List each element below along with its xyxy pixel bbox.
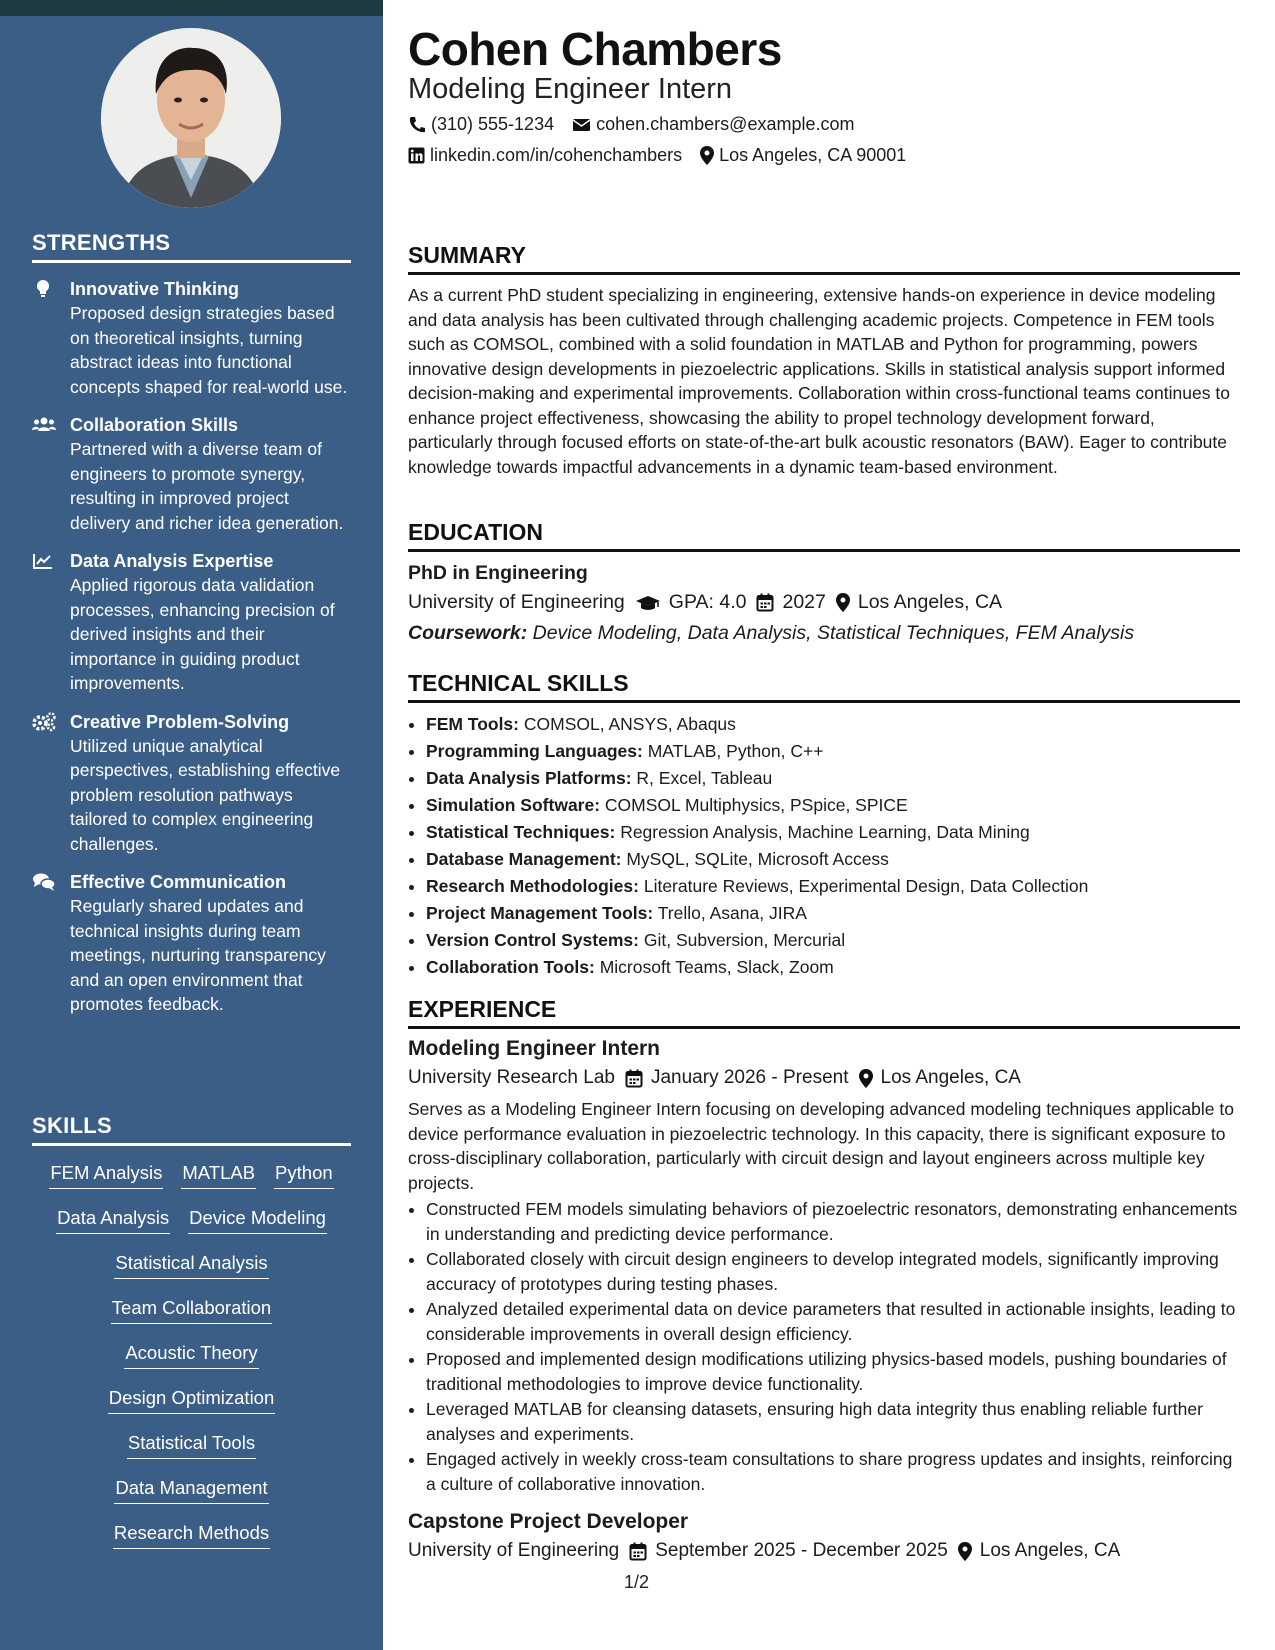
list-item: • Research Methodologies: Literature Reviews, Experimental Design, Data Collection <box>426 873 1240 900</box>
skill-chips <box>32 1160 351 1565</box>
job-dates: September 2025 - December 2025 <box>655 1540 948 1561</box>
email-text[interactable]: cohen.chambers@example.com <box>596 114 855 134</box>
list-item: • Database Management: MySQL, SQLite, Microsoft Access <box>426 846 1240 873</box>
school: University of Engineering <box>408 591 625 613</box>
strength-item <box>32 413 351 535</box>
gpa: GPA: 4.0 <box>668 591 747 613</box>
lightbulb-icon <box>32 279 56 299</box>
list-item: • Analyzed detailed experimental data on device parameters that resulted in actionable insights, leading to considerable improvements in overall design efficiency. <box>426 1297 1240 1346</box>
linkedin-text[interactable]: linkedin.com/in/cohenchambers <box>430 145 683 165</box>
skill-chip: MATLAB <box>181 1160 256 1189</box>
list-item: • Project Management Tools: Trello, Asana, JIRA <box>426 900 1240 927</box>
strengths-title: STRENGTHS <box>32 230 351 263</box>
summary-title: SUMMARY <box>408 242 1240 275</box>
education-location: Los Angeles, CA <box>857 591 1003 613</box>
coursework-label: Coursework: <box>408 622 528 644</box>
degree: PhD in Engineering <box>408 562 588 584</box>
technical-skills-title: TECHNICAL SKILLS <box>408 670 1240 703</box>
skills-title: SKILLS <box>32 1113 351 1146</box>
strengths-section <box>32 230 351 1031</box>
coursework <box>408 622 1240 645</box>
graduation-cap-icon <box>635 594 661 612</box>
sidebar-top-bar <box>0 0 383 16</box>
phone-text: (310) 555-1234 <box>431 114 555 134</box>
list-item: • Programming Languages: MATLAB, Python, C++ <box>426 738 1240 765</box>
job-bullets <box>408 1197 1240 1496</box>
map-pin-icon <box>836 593 850 612</box>
education-meta <box>408 591 1240 614</box>
strength-item <box>32 870 351 1017</box>
strength-desc: Utilized unique analytical perspectives, establishing effective problem resolution pathways tailored to complex engineering challenges. <box>70 735 341 854</box>
skill-chip: FEM Analysis <box>49 1160 163 1189</box>
envelope-icon <box>572 117 591 133</box>
job-role: Modeling Engineer Intern <box>408 1037 661 1060</box>
list-item: • Proposed and implemented design modifications utilizing physics-based models, pushing boundaries of traditional methodologies to improve device functionality. <box>426 1347 1240 1396</box>
skill-chip: Device Modeling <box>188 1205 327 1234</box>
map-pin-icon <box>958 1542 972 1561</box>
sidebar <box>0 16 383 1650</box>
location-contact <box>700 145 906 166</box>
summary-section <box>408 242 1240 479</box>
map-pin-icon <box>859 1069 873 1088</box>
skill-chip: Statistical Tools <box>127 1430 256 1459</box>
linkedin-icon <box>408 147 425 164</box>
list-item: • Leveraged MATLAB for cleansing datasets, ensuring high data integrity thus enabling reliable further analyses and experiments. <box>426 1397 1240 1446</box>
list-item: • Constructed FEM models simulating behaviors of piezoelectric resonators, demonstrating enhancements in understanding and predicting device performance. <box>426 1197 1240 1246</box>
job-org: University Research Lab <box>408 1067 615 1088</box>
list-item: • Version Control Systems: Git, Subversion, Mercurial <box>426 927 1240 954</box>
profile-photo <box>101 28 281 208</box>
strength-title: Data Analysis Expertise <box>70 551 274 571</box>
candidate-title: Modeling Engineer Intern <box>408 73 733 105</box>
strength-title: Creative Problem-Solving <box>70 711 290 732</box>
skill-chip: Data Management <box>114 1475 268 1504</box>
skill-chip: Data Analysis <box>56 1205 170 1234</box>
job-dates: January 2026 - Present <box>650 1067 849 1088</box>
experience-section <box>408 996 1240 1562</box>
strength-item <box>32 549 351 696</box>
technical-skills-list <box>408 711 1240 981</box>
list-item: • Collaboration Tools: Microsoft Teams, Slack, Zoom <box>426 954 1240 981</box>
list-item: • FEM Tools: COMSOL, ANSYS, Abaqus <box>426 711 1240 738</box>
skill-chip: Acoustic Theory <box>124 1340 258 1369</box>
coursework-list: Device Modeling, Data Analysis, Statistical Techniques, FEM Analysis <box>532 622 1135 644</box>
contact-row-1 <box>408 114 854 135</box>
job-location: Los Angeles, CA <box>880 1067 1021 1088</box>
page-number: 1/2 <box>624 1572 650 1592</box>
map-pin-icon <box>700 146 714 165</box>
job-org: University of Engineering <box>408 1540 620 1561</box>
list-item: • Engaged actively in weekly cross-team consultations to share progress updates and insights, reinforcing a culture of collaborative innovation. <box>426 1447 1240 1496</box>
skill-chip: Research Methods <box>113 1520 270 1549</box>
calendar-icon <box>625 1069 643 1088</box>
strength-desc: Regularly shared updates and technical insights during team meetings, nurturing transparency and an open environment that promotes feedback. <box>70 896 326 1014</box>
job-role: Capstone Project Developer <box>408 1510 689 1533</box>
email-contact[interactable] <box>572 114 854 135</box>
summary-text: As a current PhD student specializing in engineering, extensive hands-on experience in device modeling and data analysis has been cultivated through challenging academic projects. Competence in FEM tools such as COMSOL, combined with a solid foundation in MATLAB and Python for programming, powers innovative design developments in piezoelectric applications. Skills in statistical analysis support informed decision-making and experimental improvements. Collaboration within cross-functional teams continues to enhance project effectiveness, showcasing the ability to propel technology development forward, particularly through focused efforts on state-of-the-art bulk acoustic resonators (BAW). Eager to contribute knowledge towards impactful advancements in a dynamic team-based environment. <box>408 285 1230 477</box>
education-title: EDUCATION <box>408 519 1240 552</box>
skill-chip: Design Optimization <box>108 1385 276 1414</box>
strength-item <box>32 710 351 857</box>
comments-icon <box>32 872 56 892</box>
gears-icon <box>32 712 56 732</box>
calendar-icon <box>629 1542 647 1561</box>
strength-desc: Proposed design strategies based on theoretical insights, turning abstract ideas into functional concepts shaped for real-world use. <box>70 303 348 397</box>
phone-icon <box>408 116 426 134</box>
candidate-name: Cohen Chambers <box>408 23 782 75</box>
technical-skills-section <box>408 670 1240 981</box>
grad-year: 2027 <box>782 591 826 613</box>
job-description: Serves as a Modeling Engineer Intern focusing on developing advanced modeling techniques applicable to device performance evaluation in piezoelectric technology. In this capacity, there is significant exposure to cross-disciplinary collaboration, particularly with circuit design and layout engineers across multiple key projects. <box>408 1099 1234 1193</box>
job-meta <box>408 1540 1240 1562</box>
experience-title: EXPERIENCE <box>408 996 1240 1029</box>
job-entry <box>408 1510 1240 1562</box>
skill-chip: Python <box>274 1160 334 1189</box>
phone-contact <box>408 114 554 135</box>
list-item: • Simulation Software: COMSOL Multiphysics, PSpice, SPICE <box>426 792 1240 819</box>
list-item: • Data Analysis Platforms: R, Excel, Tableau <box>426 765 1240 792</box>
skill-chip: Team Collaboration <box>111 1295 272 1324</box>
calendar-icon <box>756 593 774 612</box>
strength-desc: Partnered with a diverse team of engineers to promote synergy, resulting in improved project delivery and richer idea generation. <box>70 439 344 533</box>
contact-row-2 <box>408 145 906 166</box>
job-meta <box>408 1067 1240 1089</box>
job-entry <box>408 1037 1240 1496</box>
education-section <box>408 519 1240 645</box>
strength-item <box>32 277 351 399</box>
chart-line-icon <box>32 551 56 571</box>
strength-title: Innovative Thinking <box>70 279 240 299</box>
location-text: Los Angeles, CA 90001 <box>719 145 907 165</box>
job-location: Los Angeles, CA <box>979 1540 1121 1561</box>
strength-title: Collaboration Skills <box>70 415 239 435</box>
linkedin-contact[interactable] <box>408 145 682 166</box>
skill-chip: Statistical Analysis <box>114 1250 268 1279</box>
list-item: • Collaborated closely with circuit design engineers to develop integrated models, significantly improving accuracy of prototypes during testing phases. <box>426 1247 1240 1296</box>
strength-desc: Applied rigorous data validation processes, enhancing precision of derived insights and their importance in guiding product improvements. <box>70 575 335 693</box>
list-item: • Statistical Techniques: Regression Analysis, Machine Learning, Data Mining <box>426 819 1240 846</box>
users-icon <box>32 415 56 435</box>
skills-section <box>32 1113 351 1565</box>
strength-title: Effective Communication <box>70 872 287 892</box>
